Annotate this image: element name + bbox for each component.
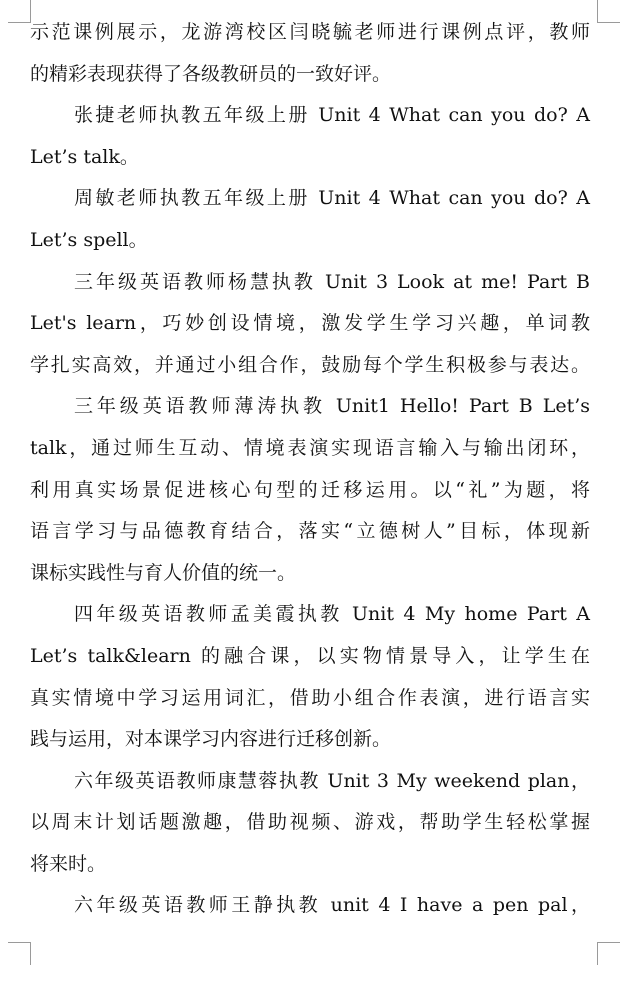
paragraph-first-line: 三年级英语教师杨慧执教 Unit 3 Look at me! Part B <box>74 270 590 293</box>
document-body <box>30 12 590 927</box>
paragraph-first-line: 张捷老师执教五年级上册 Unit 4 What can you do? A <box>74 104 590 127</box>
crop-mark-top-left <box>8 0 31 23</box>
text-line: 的精彩表现获得了各级教研员的一致好评。 <box>30 62 392 85</box>
text-line: talk，通过师生互动、情境表演实现语言输入与输出闭环， <box>30 436 590 459</box>
text-line: Let’s talk&learn 的融合课，以实物情景导入，让学生在 <box>30 644 590 667</box>
text-line: 语言学习与品德教育结合，落实“立德树人”目标，体现新 <box>30 520 590 543</box>
text-line: 将来时。 <box>30 852 107 875</box>
paragraph-first-line: 六年级英语教师康慧蓉执教 Unit 3 My weekend plan， <box>74 769 590 792</box>
crop-mark-bottom-left <box>8 942 31 965</box>
text-line: Let’s talk。 <box>30 145 139 168</box>
text-line: Let’s spell。 <box>30 228 148 251</box>
text-line: 以周末计划话题激趣，借助视频、游戏，帮助学生轻松掌握 <box>30 811 590 834</box>
text-line: 学扎实高效，并通过小组合作，鼓励每个学生积极参与表达。 <box>30 353 590 376</box>
crop-mark-bottom-right <box>597 942 620 965</box>
text-line: Let's learn，巧妙创设情境，激发学生学习兴趣，单词教 <box>30 312 590 335</box>
paragraph-first-line: 四年级英语教师孟美霞执教 Unit 4 My home Part A <box>74 603 590 626</box>
text-line: 利用真实场景促进核心句型的迁移运用。以“礼”为题，将 <box>30 478 590 501</box>
paragraph-first-line: 周敏老师执教五年级上册 Unit 4 What can you do? A <box>74 187 590 210</box>
text-line: 示范课例展示，龙游湾校区闫晓毓老师进行课例点评，教师 <box>30 21 590 43</box>
crop-mark-top-right <box>597 0 620 23</box>
text-line: 课标实践性与育人价值的统一。 <box>30 561 297 584</box>
text-line: 践与运用，对本课学习内容进行迁移创新。 <box>30 728 392 751</box>
text-line: 真实情境中学习运用词汇，借助小组合作表演，进行语言实 <box>30 686 590 709</box>
paragraph-first-line: 六年级英语教师王静执教 unit 4 I have a pen pal， <box>74 894 590 917</box>
paragraph-first-line: 三年级英语教师薄涛执教 Unit1 Hello! Part B Let’s <box>74 395 590 418</box>
